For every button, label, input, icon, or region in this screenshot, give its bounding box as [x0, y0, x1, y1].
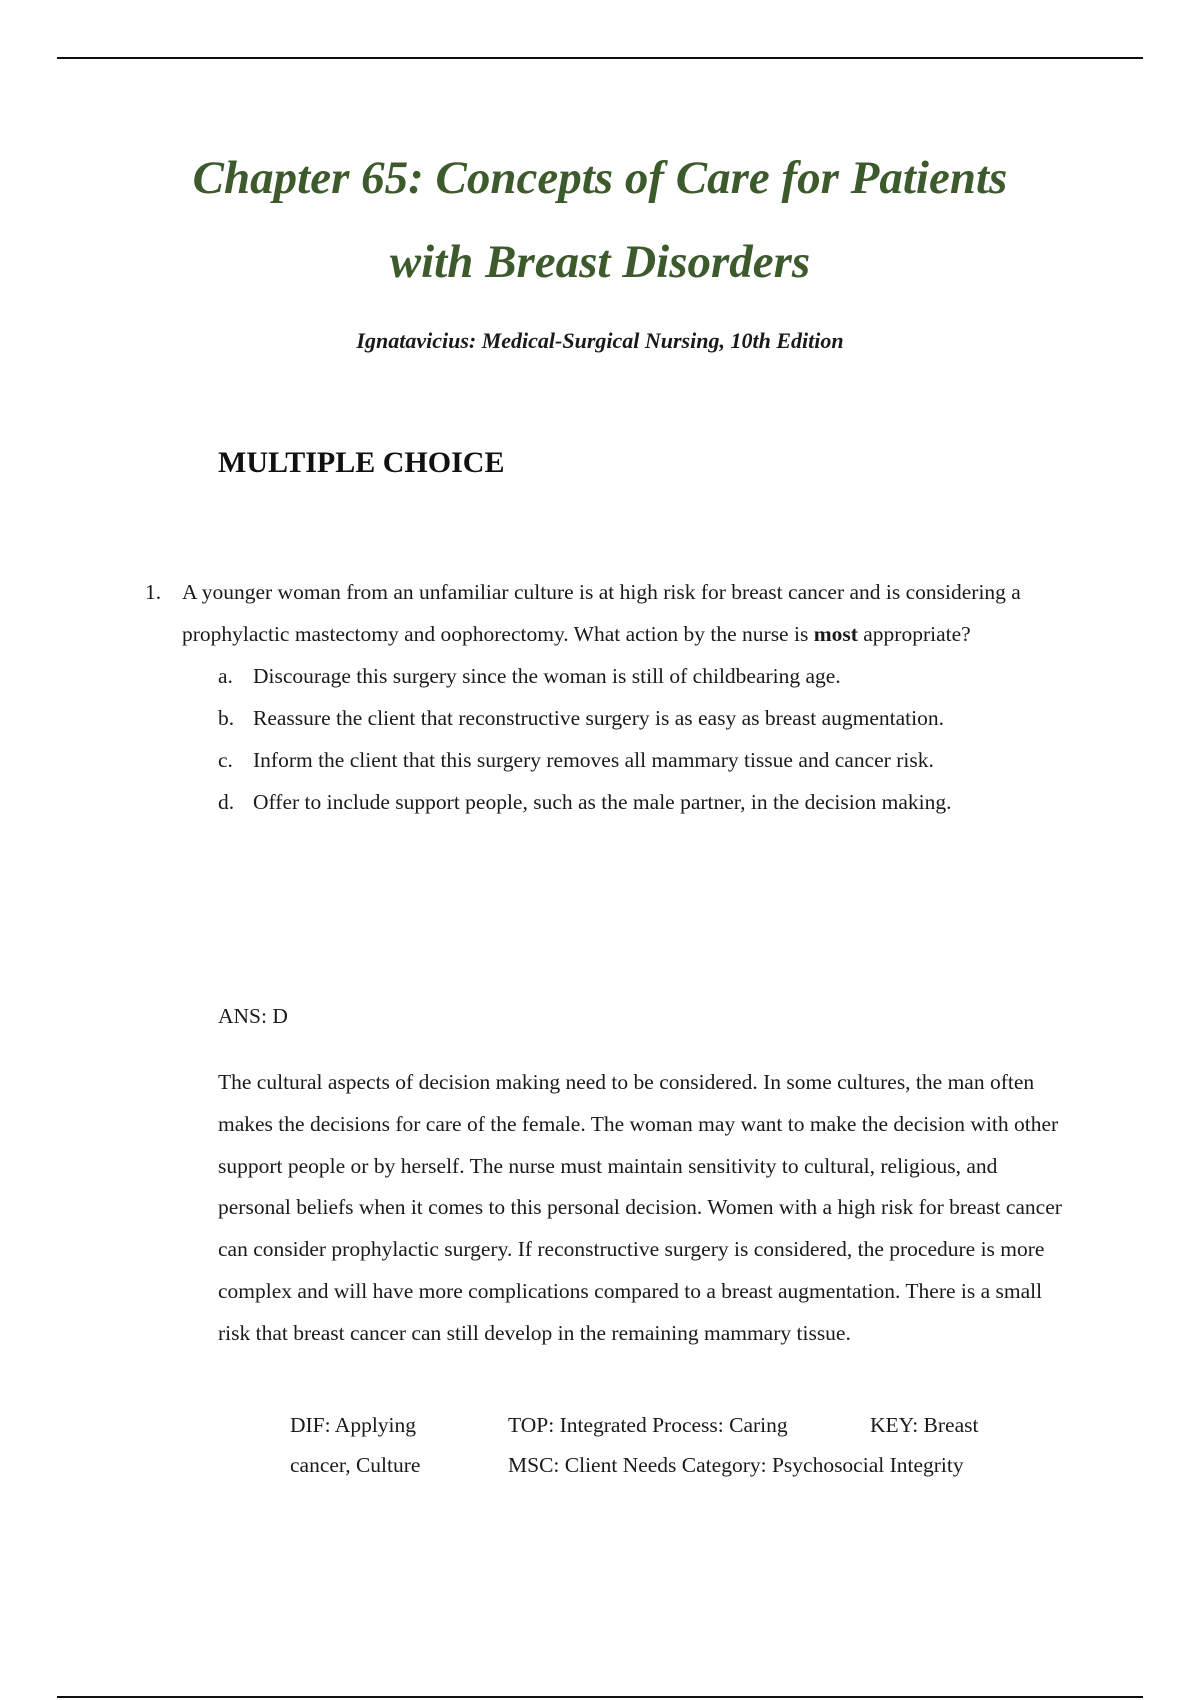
option-d	[218, 781, 1053, 823]
chapter-title-line2: with Breast Disorders	[389, 236, 811, 288]
question-stem	[182, 571, 1022, 655]
metadata-row	[290, 1453, 979, 1493]
book-subtitle: Ignatavicius: Medical-Surgical Nursing, 10th Edition	[356, 328, 844, 353]
top-rule	[57, 57, 1143, 59]
difficulty-label: DIF: Applying	[290, 1413, 417, 1437]
question-metadata	[290, 1413, 979, 1493]
section-heading: MULTIPLE CHOICE	[218, 446, 505, 479]
rationale-paragraph: The cultural aspects of decision making need to be considered. In some cultures, the man often makes the decisions for care of the female. The woman may want to make the decision with other support people or by herself. The nurse must maintain sensitivity to cultural, religious, and personal beliefs when it comes to this personal decision. Women with a high risk for breast cancer can consider prophylactic surgery. If reconstructive surgery is considered, the procedure is more complex and will have more complications compared to a breast augmentation. There is a small risk that breast cancer can still develop in the remaining mammary tissue.	[218, 1070, 1062, 1345]
metadata-row	[290, 1413, 979, 1453]
option-letter: a.	[218, 664, 233, 688]
chapter-title-line1: Chapter 65: Concepts of Care for Patients	[192, 152, 1008, 204]
question-stem-text: A younger woman from an unfamiliar culture is at high risk for breast cancer and is considering a prophylactic mastectomy and oophorectomy. What action by the nurse is	[182, 580, 1021, 646]
msc-label: MSC: Client Needs Category: Psychosocial Integrity	[508, 1453, 964, 1477]
option-letter: d.	[218, 790, 235, 814]
question-block	[145, 571, 1045, 823]
bottom-rule	[57, 1696, 1143, 1698]
option-a	[218, 655, 1053, 697]
answer-options	[145, 655, 1045, 823]
key-label: KEY: Breast	[870, 1413, 979, 1437]
question-stem-emphasis: most	[813, 622, 858, 646]
option-text: Offer to include support people, such as the male partner, in the decision making.	[253, 790, 952, 814]
topic-label: TOP: Integrated Process: Caring	[508, 1413, 788, 1437]
option-c	[218, 739, 1053, 781]
key-continued: cancer, Culture	[290, 1453, 421, 1477]
option-text: Reassure the client that reconstructive surgery is as easy as breast augmentation.	[253, 706, 944, 730]
answer-key: ANS: D	[218, 1004, 288, 1028]
chapter-title	[100, 136, 1100, 304]
question-number: 1.	[145, 580, 162, 604]
option-b	[218, 697, 1053, 739]
option-letter: c.	[218, 748, 233, 772]
option-text: Inform the client that this surgery removes all mammary tissue and cancer risk.	[253, 748, 934, 772]
option-text: Discourage this surgery since the woman is still of childbearing age.	[253, 664, 841, 688]
question-stem-end: appropriate?	[857, 622, 971, 646]
option-letter: b.	[218, 706, 235, 730]
